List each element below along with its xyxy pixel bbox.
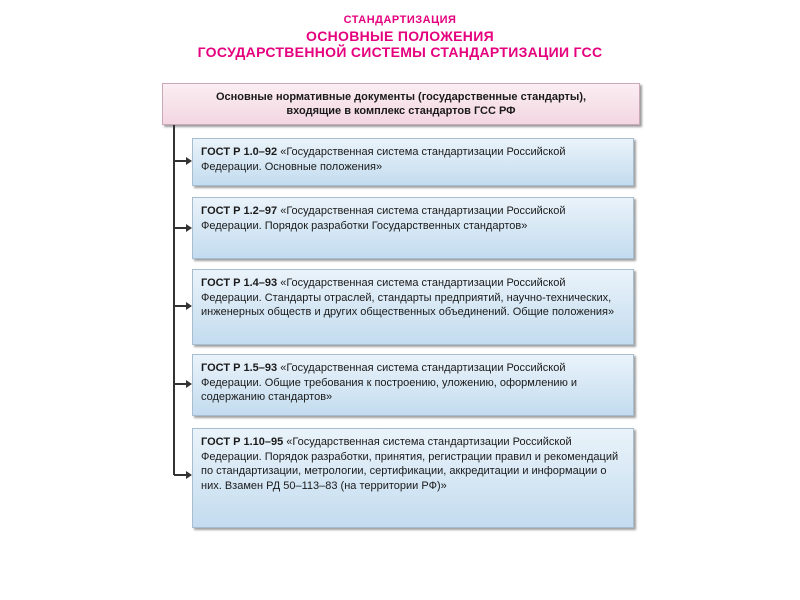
supertitle: СТАНДАРТИЗАЦИЯ: [343, 14, 457, 26]
standard-title: «Государственная система стандартизации Российской Федерации. Стандарты отраслей, стандарты предприятий, научно-технических, инженерных обществ и других общественных объединений. Общие положения»: [201, 277, 615, 318]
connector-trunk: [173, 125, 175, 475]
title-line-2: ГОСУДАРСТВЕННОЙ СИСТЕМЫ СТАНДАРТИЗАЦИИ ГСС: [197, 44, 603, 60]
header-text: Основные нормативные документы (государственные стандарты), входящие в комплекс стандартов ГСС РФ: [215, 91, 587, 117]
standard-code: ГОСТ Р 1.0–92: [201, 146, 278, 158]
standard-box: [192, 138, 634, 186]
standard-title: «Государственная система стандартизации Российской Федерации. Общие требования к построению, уложению, оформлению и содержанию стандартов»: [201, 362, 578, 403]
standard-title: «Государственная система стандартизации Российской Федерации. Порядок разработки Государственных стандартов»: [201, 205, 566, 232]
standard-title: «Государственная система стандартизации Российской Федерации. Порядок разработки, принятия, регистрации правил и рекомендаций по стандартизации, метрологии, сертификации, аккредитации и информации о них. Взамен РД 50–113–83 (на территории РФ)»: [201, 436, 619, 492]
standard-box: [192, 269, 634, 345]
header-box: [162, 83, 640, 125]
standard-code: ГОСТ Р 1.5–93: [201, 362, 278, 374]
standard-box: [192, 197, 634, 259]
title-line-1: ОСНОВНЫЕ ПОЛОЖЕНИЯ: [306, 28, 494, 44]
standard-box: [192, 354, 634, 416]
standard-code: ГОСТ Р 1.4–93: [201, 277, 278, 289]
standard-title: «Государственная система стандартизации Российской Федерации. Основные положения»: [201, 146, 566, 173]
standard-code: ГОСТ Р 1.2–97: [201, 205, 278, 217]
title-block: [0, 12, 800, 60]
standard-box: [192, 428, 634, 528]
standard-code: ГОСТ Р 1.10–95: [201, 436, 284, 448]
